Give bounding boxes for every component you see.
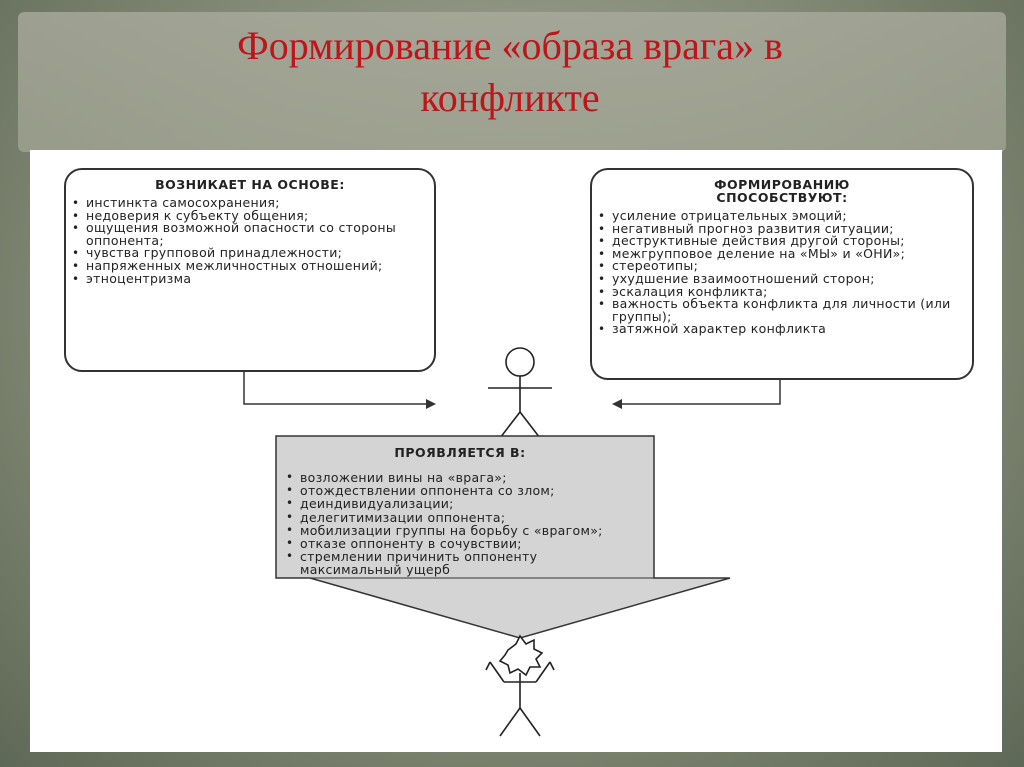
origins-box [64,168,436,372]
list-item: • отождествлении оппонента со злом; [300,484,632,497]
list-item: • деструктивные действия другой стороны; [612,235,964,248]
origins-heading-text: ВОЗНИКАЕТ НА ОСНОВЕ: [155,177,345,192]
contributing-heading [592,178,972,204]
slide-title [100,20,920,124]
list-item: • этноцентризма [86,273,426,286]
slide-title-line1: Формирование «образа врага» в [237,23,783,68]
list-item: • инстинкта самосохранения; [86,197,426,210]
list-item: • стереотипы; [612,260,964,273]
connector-left [244,368,426,404]
list-item: • отказе оппоненту в сочувствии; [300,537,632,550]
origins-list [66,197,434,285]
list-item: • негативный прогноз развития ситуации; [612,223,964,236]
contributing-heading-line1: ФОРМИРОВАНИЮ [714,177,850,192]
connector-right-arrowhead [612,399,622,409]
person-icon [488,348,552,438]
list-item: • межгрупповое деление на «МЫ» и «ОНИ»; [612,248,964,261]
manifestations-heading [280,446,640,459]
list-item: • усиление отрицательных эмоций; [612,210,964,223]
slide-title-line2: конфликте [420,75,600,120]
list-item: • стремлении причинить оппоненту максимальный ущерб [300,550,632,576]
list-item: • чувства групповой принадлежности; [86,247,426,260]
manifestations-list [280,471,640,577]
list-item: • деиндивидуализации; [300,497,632,510]
list-item: • ощущения возможной опасности со стороны оппонента; [86,222,426,247]
connector-right [622,376,780,404]
list-item: • мобилизации группы на борьбу с «врагом»; [300,524,632,537]
enemy-figure-icon [486,636,554,736]
list-item: • делегитимизации оппонента; [300,511,632,524]
list-item: • недоверия к субъекту общения; [86,210,426,223]
list-item: • важность объекта конфликта для личности (или группы); [612,298,964,323]
contributing-list [592,210,972,336]
manifestations-block [280,446,640,577]
list-item: • эскалация конфликта; [612,286,964,299]
list-item: • возложении вины на «врага»; [300,471,632,484]
origins-heading [66,178,434,191]
contributing-factors-box [590,168,974,380]
contributing-heading-line2: СПОСОБСТВУЮТ: [716,190,848,205]
list-item: • напряженных межличностных отношений; [86,260,426,273]
list-item: • затяжной характер конфликта [612,323,964,336]
manifestations-heading-text: ПРОЯВЛЯЕТСЯ В: [394,445,526,460]
diagram-panel [30,150,1002,752]
list-item: • ухудшение взаимоотношений сторон; [612,273,964,286]
connector-left-arrowhead [426,399,436,409]
